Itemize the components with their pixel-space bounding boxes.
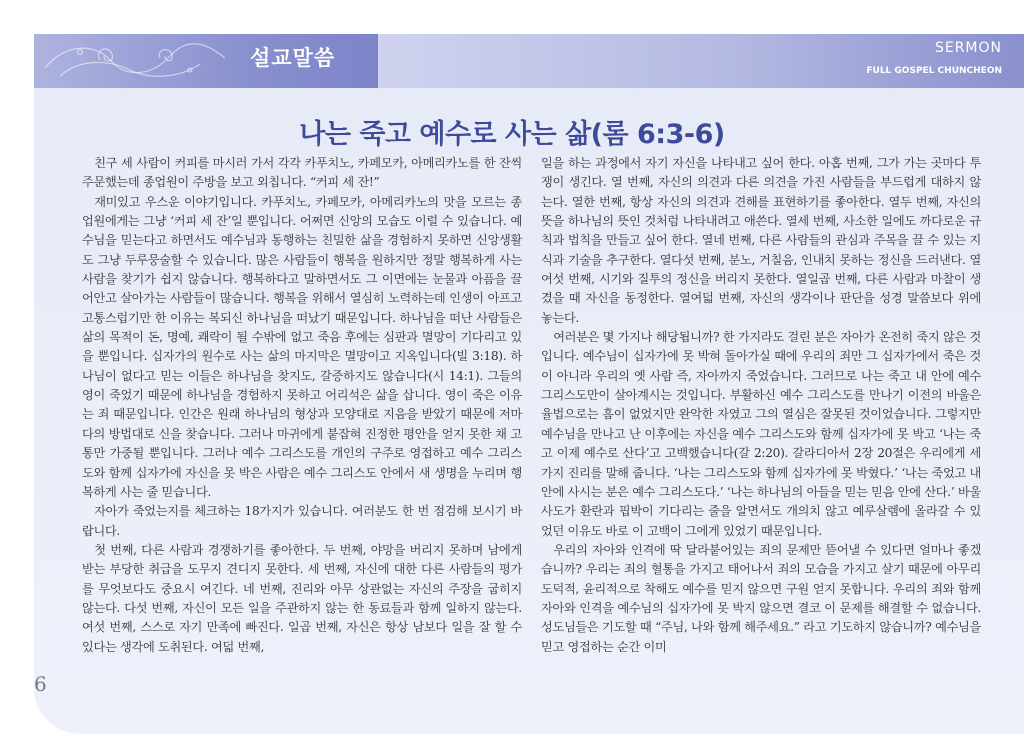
paragraph: 여러분은 몇 가지나 해당됩니까? 한 가지라도 걸린 분은 자아가 온전히 죽지 않은 것입니다. 예수님이 십자가에 못 박혀 돌아가실 때에 우리의 죄만 그 십자가에서 죽은 것이 아니라 우리의 옛 사람 즉, 자아까지 죽었습니다. 그러므로 나는 죽고 내 안에 예수 그리스도만이 살아계시는 것입니다. 부활하신 예수 그리스도를 만나기 이전의 바울은 율법으로는 흠이 없었지만 완악한 자였고 그의 열심은 잘못된 것이었습니다. 그렇지만 예수님을 만나고 난 이후에는 자신을 예수 그리스도와 함께 십자가에 못 박고 ‘나는 죽고 이제 예수로 산다’고 고백했습니다(갈 2:20). 갈라디아서 2장 20절은 우리에게 세 가지 진리를 말해 줍니다. ‘나는 그리스도와 함께 십자가에 못 박혔다.’ ‘나는 죽었고 내 안에 사시는 분은 예수 그리스도다.’ ‘나는 하나님의 아들을 믿는 믿음 안에 산다.’ 바울 사도가 환란과 핍박이 기다리는 줄을 알면서도 개의치 않고 예루살렘에 올라갈 수 있었던 이유도 바로 이 고백이 그에게 있었기 때문입니다. <box>541 330 981 538</box>
section-title: 설교말씀 <box>250 46 336 70</box>
sermon-label: SERMON <box>934 40 1002 56</box>
right-column <box>541 154 981 657</box>
paragraph: 재미있고 우스운 이야기입니다. 카푸치노, 카페모카, 아메리카노의 맛을 모르는 종업원에게는 그냥 ‘커피 세 잔’일 뿐입니다. 어쩌면 신앙의 모습도 이럴 수 있습니다. 예수님을 믿는다고 하면서도 예수님과 동행하는 친밀한 삶을 경험하지 못하면 신앙생활도 그냥 두루뭉술할 수 있습니다. 많은 사람들이 행복을 원하지만 정말 행복하게 사는 사람을 찾기가 쉽지 않습니다. 행복하다고 말하면서도 그 이면에는 눈물과 아픔을 끌어안고 살아가는 사람들이 많습니다. 행복을 위해서 열심히 노력하는데 인생이 아프고 고통스럽기만 한 이유는 복되신 하나님을 떠났기 때문입니다. 하나님을 떠난 사람들은 삶의 목적이 돈, 명예, 쾌락이 될 수밖에 없고 죽음 후에는 심판과 멸망이 기다리고 있을 뿐입니다. 십자가의 원수로 사는 삶의 마지막은 멸망이고 지옥입니다(빌 3:18). 하나님이 없다고 믿는 이들은 하나님을 찾지도, 갈증하지도 않습니다(시 14:1). 그들의 영이 죽었기 때문에 하나님을 경험하지 못하고 어리석은 삶을 삽니다. 영이 죽은 이유는 죄 때문입니다. 인간은 원래 하나님의 형상과 모양대로 지음을 받았기 때문에 저마다의 방법대로 신을 찾습니다. 그러나 마귀에게 붙잡혀 진정한 평안을 얻지 못한 채 고통만 가중될 뿐입니다. 그러나 예수 그리스도를 개인의 구주로 영접하고 예수 그리스도와 함께 십자가에 자신을 못 박은 사람은 예수 그리스도 안에서 새 생명을 누리며 행복하게 사는 줄 믿습니다. <box>82 194 522 499</box>
decorative-swirl-icon <box>40 38 230 84</box>
church-label: FULL GOSPEL CHUNCHEON <box>866 66 1002 76</box>
page-number: 6 <box>34 672 47 696</box>
paragraph: 자아가 죽었는지를 체크하는 18가지가 있습니다. 여러분도 한 번 점검해 보시기 바랍니다. <box>82 504 522 538</box>
paragraph: 친구 세 사람이 커피를 마시러 가서 각각 카푸치노, 카페모카, 아메리카노를 한 잔씩 주문했는데 종업원이 주방을 보고 외칩니다. “커피 세 잔!” <box>82 156 522 190</box>
paragraph: 첫 번째, 다른 사람과 경쟁하기를 좋아한다. 두 번째, 야망을 버리지 못하며 남에게 받는 부당한 취급을 도무지 견디지 못한다. 세 번째, 자신에 대한 다른 사람들의 평가를 무엇보다도 중요시 여긴다. 네 번째, 진리와 아무 상관없는 자신의 주장을 굽히지 않는다. 다섯 번째, 자신이 모든 일을 주관하지 않는 한 동료들과 함께 일하지 않는다. 여섯 번째, 스스로 자기 만족에 빠진다. 일곱 번째, 자신은 항상 남보다 일을 잘 할 수 있다는 생각에 도취된다. 여덟 번째, <box>82 542 522 654</box>
article-title: 나는 죽고 예수로 사는 삶(롬 6:3-6) <box>299 119 725 150</box>
paragraph: 우리의 자아와 인격에 딱 달라붙어있는 죄의 문제만 뜯어낼 수 있다면 얼마나 좋겠습니까? 우리는 죄의 혈통을 가지고 태어나서 죄의 모습을 가지고 살기 때문에 아무리 도덕적, 윤리적으로 착해도 예수를 믿지 않으면 구원 얻지 못합니다. 우리의 죄와 함께 자아와 인격을 예수님의 십자가에 못 박지 않으면 결코 이 문제를 해결할 수 없습니다. 성도님들은 기도할 때 “주님, 나와 함께 해주세요.” 라고 기도하지 않습니까? 예수님을 믿고 영접하는 순간 이미 <box>541 542 981 654</box>
left-column <box>82 154 522 657</box>
header-right-panel <box>378 34 1024 88</box>
paragraph: 일을 하는 과정에서 자기 자신을 나타내고 싶어 한다. 아홉 번째, 그가 가는 곳마다 투쟁이 생긴다. 열 번째, 자신의 의견과 다른 의견을 가진 사람들을 부드럽게 대하지 않는다. 열한 번째, 항상 자신의 의견과 견해를 표현하기를 좋아한다. 열두 번째, 자신의 뜻을 하나님의 뜻인 것처럼 나타내려고 애쓴다. 열세 번째, 사소한 일에도 까다로운 규칙과 법칙을 만들고 싶어 한다. 열네 번째, 다른 사람들의 관심과 주목을 끌 수 있는 지식과 기술을 추구한다. 열다섯 번째, 분노, 거칠음, 인내치 못하는 정신을 드러낸다. 열여섯 번째, 시기와 질투의 정신을 버리지 못한다. 열일곱 번째, 다른 사람과 마찰이 생겼을 때 자신을 동정한다. 열여덟 번째, 자신의 생각이나 판단을 성경 말씀보다 위에 놓는다. <box>541 156 981 325</box>
